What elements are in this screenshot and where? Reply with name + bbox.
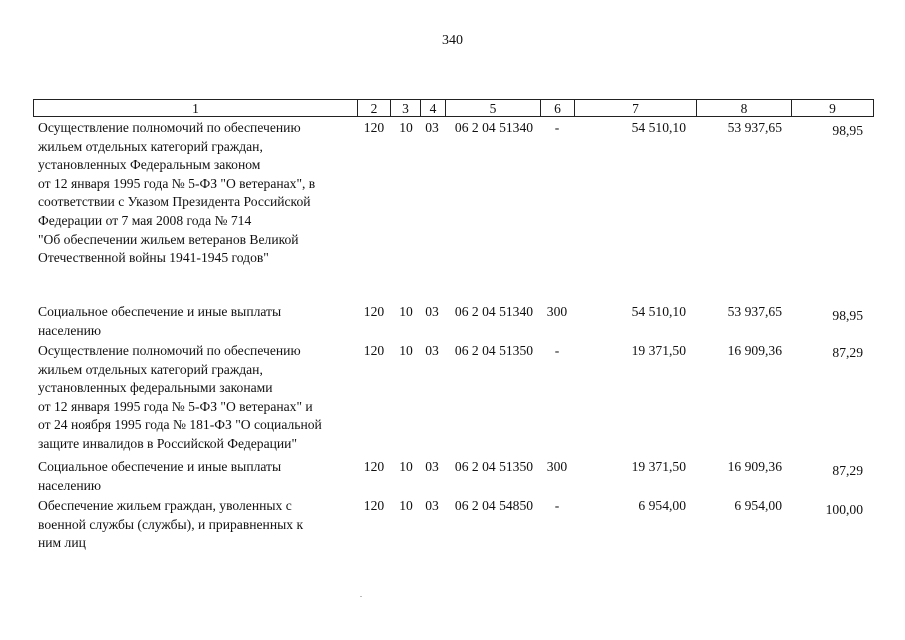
- page-number: 340: [442, 33, 463, 48]
- column-header-2: 2: [357, 100, 390, 116]
- row-description: [38, 119, 356, 268]
- cell-col-8: 53 937,65: [727, 120, 782, 135]
- description-line: "Об обеспечении жильем ветеранов Великой: [38, 231, 299, 247]
- row-description: [38, 497, 356, 553]
- description-line: защите инвалидов в Российской Федерации": [38, 435, 298, 451]
- cell-col-7: 54 510,10: [631, 120, 686, 135]
- column-header-8: 8: [696, 100, 791, 116]
- row-description: [38, 303, 356, 340]
- cell-col-6: 300: [546, 459, 568, 474]
- column-header-4: 4: [420, 100, 445, 116]
- row-description: [38, 458, 356, 495]
- cell-col-9: 98,95: [832, 123, 863, 138]
- column-header-3: 3: [390, 100, 420, 116]
- column-header-5: 5: [445, 100, 540, 116]
- cell-col-4: 03: [425, 498, 439, 513]
- column-header-7: 7: [574, 100, 696, 116]
- cell-col-8: 16 909,36: [727, 343, 782, 358]
- cell-col-6: -: [554, 120, 560, 135]
- cell-col-8: 16 909,36: [727, 459, 782, 474]
- description-line: Отечественной войны 1941-1945 годов": [38, 250, 269, 266]
- cell-col-6: 300: [546, 304, 568, 319]
- cell-col-9: 98,95: [832, 308, 863, 323]
- cell-col-3: 10: [399, 343, 413, 358]
- description-line: Осуществление полномочий по обеспечению: [38, 120, 301, 135]
- row-description: [38, 342, 356, 454]
- description-line: ним лиц: [38, 535, 86, 551]
- cell-col-4: 03: [425, 459, 439, 474]
- cell-col-5: 06 2 04 51340: [454, 120, 534, 135]
- cell-col-2: 120: [363, 304, 385, 319]
- cell-col-4: 03: [425, 343, 439, 358]
- description-line: Осуществление полномочий по обеспечению: [38, 343, 301, 358]
- table-header-row: [33, 99, 874, 117]
- description-line: населению: [38, 477, 102, 493]
- cell-col-7: 54 510,10: [631, 304, 686, 319]
- description-line: Федерации от 7 мая 2008 года № 714: [38, 212, 252, 228]
- column-header-6: 6: [540, 100, 574, 116]
- description-line: Социальное обеспечение и иные выплаты: [38, 304, 282, 319]
- cell-col-3: 10: [399, 120, 413, 135]
- description-line: от 24 ноября 1995 года № 181-ФЗ "О социальной: [38, 417, 322, 433]
- cell-col-9: 100,00: [825, 502, 863, 517]
- cell-col-2: 120: [363, 498, 385, 513]
- scan-speck: [360, 596, 362, 597]
- cell-col-2: 120: [363, 459, 385, 474]
- column-header-9: 9: [791, 100, 873, 116]
- description-line: Социальное обеспечение и иные выплаты: [38, 459, 282, 474]
- description-line: Обеспечение жильем граждан, уволенных с: [38, 498, 292, 513]
- cell-col-3: 10: [399, 459, 413, 474]
- cell-col-8: 53 937,65: [727, 304, 782, 319]
- description-line: жильем отдельных категорий граждан,: [38, 361, 263, 377]
- cell-col-5: 06 2 04 51350: [454, 343, 534, 358]
- cell-col-5: 06 2 04 51340: [454, 304, 534, 319]
- description-line: установленных федеральными законами: [38, 380, 273, 396]
- cell-col-2: 120: [363, 120, 385, 135]
- cell-col-6: -: [554, 498, 560, 513]
- cell-col-4: 03: [425, 120, 439, 135]
- cell-col-7: 19 371,50: [631, 459, 686, 474]
- description-line: от 12 января 1995 года № 5-ФЗ "О ветеранах" и: [38, 398, 313, 414]
- cell-col-4: 03: [425, 304, 439, 319]
- cell-col-9: 87,29: [832, 345, 863, 360]
- cell-col-7: 19 371,50: [631, 343, 686, 358]
- description-line: жильем отдельных категорий граждан,: [38, 138, 263, 154]
- cell-col-5: 06 2 04 54850: [454, 498, 534, 513]
- description-line: населению: [38, 322, 102, 338]
- cell-col-7: 6 954,00: [638, 498, 686, 513]
- cell-col-5: 06 2 04 51350: [454, 459, 534, 474]
- description-line: от 12 января 1995 года № 5-ФЗ "О ветеранах", в: [38, 175, 316, 191]
- cell-col-2: 120: [363, 343, 385, 358]
- cell-col-6: -: [554, 343, 560, 358]
- column-header-1: 1: [192, 101, 199, 116]
- description-line: военной службы (службы), и приравненных к: [38, 516, 304, 532]
- cell-col-8: 6 954,00: [734, 498, 782, 513]
- cell-col-3: 10: [399, 304, 413, 319]
- cell-col-3: 10: [399, 498, 413, 513]
- description-line: соответствии с Указом Президента Российской: [38, 194, 311, 210]
- cell-col-9: 87,29: [832, 463, 863, 478]
- description-line: установленных Федеральным законом: [38, 157, 261, 173]
